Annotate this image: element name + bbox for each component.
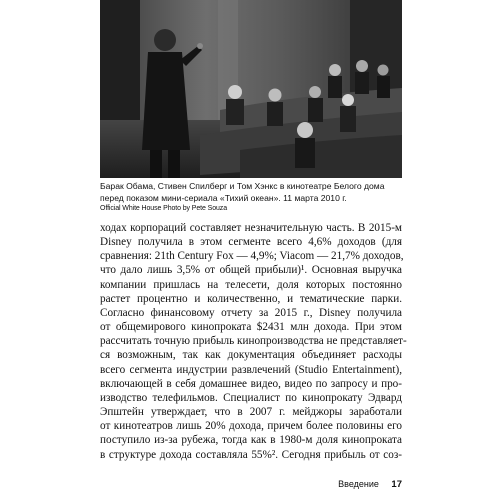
- body-line: от кинотеатров лишь 20% дохода, причем более половины его: [100, 420, 402, 433]
- photo-screening-room: [100, 0, 402, 178]
- body-line: Согласно финансовому отчету за 2015 г., Disney получила: [100, 306, 402, 319]
- body-line: Disney получила в этом сегменте всего 4,6% доходов (для: [100, 236, 402, 249]
- page-number: 17: [391, 479, 402, 490]
- body-line: ся возможным, так как документация объединяет расходы: [100, 349, 402, 362]
- body-line: что дало лишь 3,5% от общей прибыли)¹. Основная выручка: [100, 264, 402, 277]
- body-line: компании пришлась на телесети, доля которых постоянно: [100, 278, 402, 291]
- body-line: всего сегмента индустрии развлечений (Studio Entertainment),: [100, 363, 402, 376]
- body-line: включающей в себя домашнее видео, видео по запросу и про-: [100, 377, 402, 390]
- body-line: от общемирового кинопроката $2431 млн дохода. При этом: [100, 321, 402, 334]
- body-paragraph: [100, 221, 407, 462]
- body-line: в структуре дохода составляла 55%². Сегодня прибыль от соз-: [100, 448, 402, 461]
- body-line: поступило из-за рубежа, тогда как в 1980-м доля кинопроката: [100, 434, 402, 447]
- body-line: сравнения: 21th Century Fox — 4,9%; Viacom — 21,7% доходов,: [100, 250, 404, 263]
- photo-caption: [100, 181, 410, 214]
- caption-line-2: перед показом мини-сериала «Тихий океан». 11 марта 2010 г.: [100, 192, 347, 203]
- body-line: ходах корпораций составляет незначительную часть. В 2015-м: [100, 222, 402, 234]
- footer-section-title: Введение: [338, 479, 379, 489]
- caption-line-1: Барак Обама, Стивен Спилберг и Том Хэнкс в кинотеатре Белого дома: [100, 181, 385, 191]
- body-line: Эпштейн утверждает, что в 2007 г. мейджоры заработали: [100, 406, 402, 419]
- photo-credit: Official White House Photo by Pete Souza: [100, 205, 227, 213]
- page-footer: [338, 479, 402, 490]
- body-line: изводство телефильмов. Специалист по кинопрокату Эдвард: [100, 391, 402, 404]
- body-line: растет процентно и количественно, и тематические парки.: [100, 292, 402, 305]
- photo-image: [100, 0, 402, 178]
- body-line: рассчитать точную прибыль кинопроизводства не представляет-: [100, 335, 407, 348]
